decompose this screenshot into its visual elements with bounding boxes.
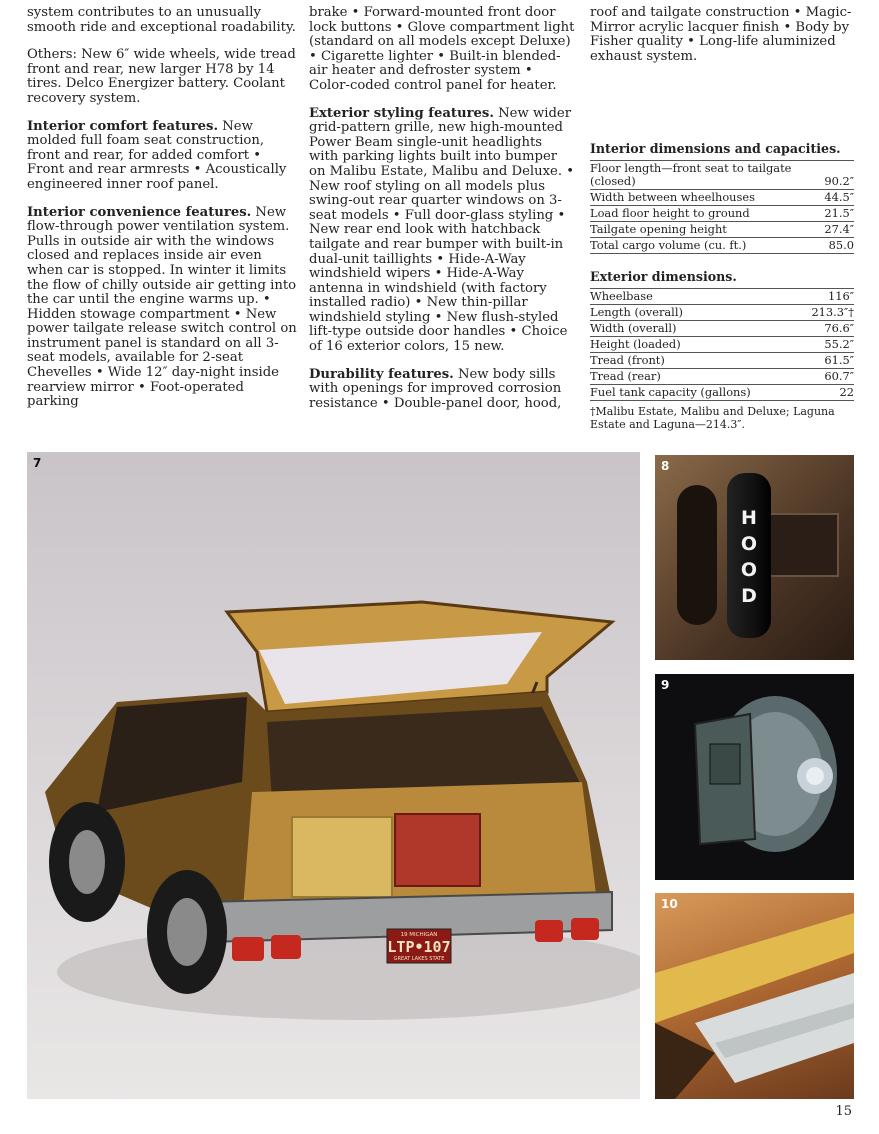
dimension-value: 60.7″ (799, 368, 854, 384)
exterior-dimensions-table (590, 288, 854, 401)
text-column-3 (590, 6, 854, 431)
plate-state: 19 MICHIGAN (400, 932, 438, 938)
dimension-value: 61.5″ (799, 352, 854, 368)
dimension-row (590, 384, 854, 400)
dimension-label: Load floor height to ground (590, 205, 824, 221)
plate-slogan: GREAT LAKES STATE (393, 956, 445, 962)
exterior-styling-section (309, 107, 575, 355)
dimension-value: 116″ (799, 288, 854, 304)
dimension-value: 90.2″ (824, 160, 854, 189)
dimension-label: Fuel tank capacity (gallons) (590, 384, 799, 400)
durability-section (309, 368, 575, 412)
paragraph: brake • Forward-mounted front door lock buttons • Glove compartment light (standard on all models except Deluxe) • Cigarette lighter • Built-in blended-air heater and defroster system • Color-coded control panel for heater. (309, 5, 575, 93)
dimension-label: Width between wheelhouses (590, 189, 824, 205)
interior-dimensions-table (590, 160, 854, 254)
dimension-value: 76.6″ (799, 320, 854, 336)
body-panel-illustration (655, 893, 854, 1099)
photo-body-panel (655, 893, 854, 1099)
dimension-label: Length (overall) (590, 304, 799, 320)
photo-disc-brake (655, 674, 854, 880)
photo-hood-release (655, 455, 854, 660)
dimension-row (590, 352, 854, 368)
section-body: New wider grid-pattern grille, new high-mounted Power Beam single-unit headlights with parking lights built into bumper on Malibu Estate, Malibu and Deluxe. • New roof styling on all models plus swing-out rear quarter windows on 3-seat models • Full door-glass styling • New rear end look with hatchback tailgate and rear bumper with built-in dual-unit taillights • Hide-A-Way windshield wipers • Hide-A-Way antenna in windshield (with factory installed radio) • New thin-pillar windshield styling • New flush-styled lift-type outside door handles • Choice of 16 exterior colors, 15 new. (309, 105, 575, 355)
section-body: New flow-through power ventilation system. Pulls in outside air with the windows closed and replaces inside air even when car is stopped. In winter it limits the flow of chilly outside air getting into the car until the engine warms up. • Hidden stowage compartment • New power tailgate release switch control on instrument panel is standard on all 3-seat models, available for 2-seat Chevelles • Wide 12″ day-night inside rearview mirror • Foot-operated parking (27, 204, 297, 410)
dimension-value: 44.5″ (824, 189, 854, 204)
dimension-label: Tread (front) (590, 352, 799, 368)
hood-release-knob (727, 473, 771, 638)
paragraph: Others: New 6″ wide wheels, wide tread front and rear, new larger H78 by 14 tires. Delco Energizer battery. Coolant recovery system. (27, 47, 296, 106)
section-body: New molded full foam seat construction, front and rear, for added comfort • Front and rear armrests • Acoustically engineered inner roof panel. (27, 118, 287, 192)
photo-number: 9 (661, 678, 670, 692)
dimension-value: 85.0 (824, 237, 854, 253)
dimension-value: 27.4″ (824, 221, 854, 236)
footnote: †Malibu Estate, Malibu and Deluxe; Laguna Estate and Laguna—214.3″. (590, 404, 835, 431)
dimension-row (590, 304, 854, 320)
interior-comfort-section (27, 120, 299, 193)
dimension-row (590, 288, 854, 304)
photo-number: 8 (661, 459, 670, 473)
hood-label: H O O D (740, 507, 758, 607)
disc-brake-illustration (655, 674, 854, 880)
paragraph: system contributes to an unusually smooth ride and exceptional roadability. (27, 5, 296, 35)
section-body: New body sills with openings for improved corrosion resistance • Double-panel door, hood, (309, 366, 562, 411)
paragraph: roof and tailgate construction • Magic-Mirror acrylic lacquer finish • Body by Fisher quality • Long-life aluminized exhaust system. (590, 5, 852, 64)
dimension-label: Floor length—front seat to tailgate (closed) (590, 160, 824, 189)
dimension-row (590, 320, 854, 336)
dimension-label: Wheelbase (590, 288, 799, 304)
photo-station-wagon (27, 452, 640, 1099)
dimension-label: Height (loaded) (590, 336, 799, 352)
exterior-dimensions-rows (590, 288, 854, 400)
dimension-row (590, 368, 854, 384)
license-plate: LTP•107 (387, 938, 451, 956)
dimension-label: Tailgate opening height (590, 221, 824, 237)
exterior-dimensions-title: Exterior dimensions. (590, 268, 737, 284)
dimension-row (590, 221, 854, 237)
dimension-row (590, 160, 854, 189)
section-heading: Interior comfort features. (27, 118, 219, 134)
interior-dimensions-rows (590, 160, 854, 253)
photo-number: 10 (661, 897, 678, 911)
dimension-value: 213.3″† (799, 304, 854, 320)
dimension-row (590, 189, 854, 205)
dimension-row (590, 205, 854, 221)
dimension-label: Width (overall) (590, 320, 799, 336)
text-column-1 (27, 6, 299, 423)
section-heading: Interior convenience features. (27, 204, 252, 220)
dimension-label: Total cargo volume (cu. ft.) (590, 237, 824, 253)
section-heading: Durability features. (309, 366, 454, 382)
dimension-row (590, 237, 854, 253)
interior-dimensions-title: Interior dimensions and capacities. (590, 141, 841, 157)
page-number: 15 (835, 1104, 852, 1119)
dimension-value: 22 (799, 384, 854, 400)
dimension-value: 21.5″ (824, 205, 854, 220)
dimension-row (590, 336, 854, 352)
photo-number: 7 (33, 456, 42, 470)
station-wagon-illustration (27, 452, 640, 1099)
dimension-label: Tread (rear) (590, 368, 799, 384)
section-heading: Exterior styling features. (309, 105, 494, 121)
interior-convenience-section (27, 206, 299, 410)
dimension-value: 55.2″ (799, 336, 854, 352)
text-column-2 (309, 6, 575, 424)
